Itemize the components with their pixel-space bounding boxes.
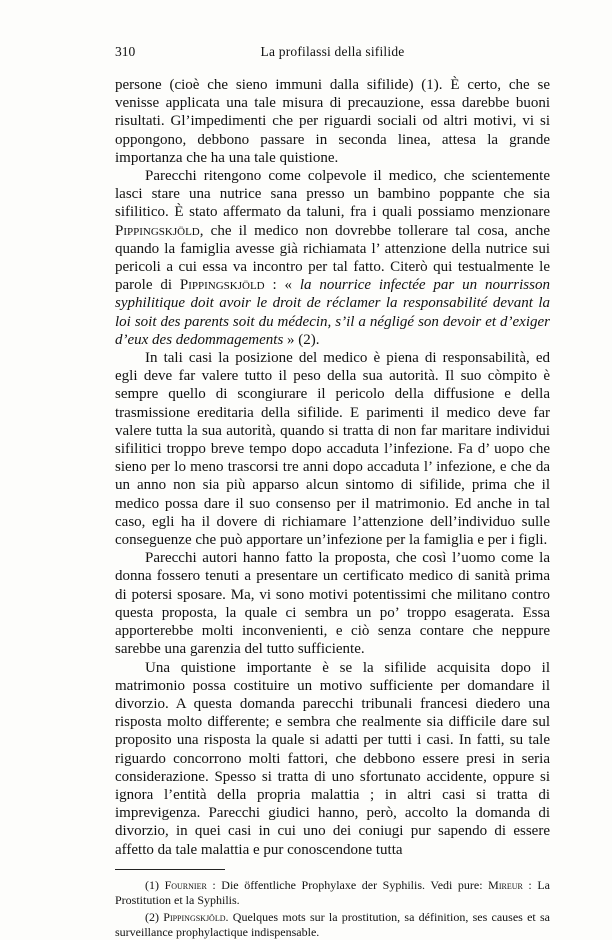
author-name: Pippingskjöld: [179, 277, 265, 294]
page-number: 310: [115, 44, 136, 59]
footnote: [115, 910, 550, 940]
text-run: : Die öffentliche Prophylaxe der Syphilis. Vedi pure:: [206, 877, 489, 892]
footnotes: [115, 878, 550, 940]
page-header: [115, 44, 550, 70]
author-name: Fournier: [164, 877, 207, 892]
text-run: In tali casi la posizione del medico è piena di responsabilità, ed egli deve far valere tutto il peso della sua autorità. Il suo còmpito è sempre quello di scongiurare il pericolo della diffusione e della trasmissione ereditaria della sifilide. E parimenti il medico deve far valere tutta la sua autorità, quando si tratta di non far maritare individui sifilitici troppo breve tempo dopo accaduta l’infezione. Fa d’ uopo che sieno per lo meno trascorsi tre anni dopo accaduta l’ infezione, e che da un anno non sia più apparso alcun sintomo di sifilide, prima che il medico possa dare il suo consenso per il matrimonio. Ed anche in tal caso, egli ha il dovere di richiamare l’attenzione dell’individuo sulle conseguenze che può apportare un’infezione per la famiglia e per i figli.: [115, 350, 550, 549]
italic-quotation: la nourrice infectée par un nourrisson syphilitique doit avoir le droit de réclamer la responsabilité devant la loi soit des parents soit du médecin, s’il a négligé son devoir et d’exiger d’eux des dedommagements: [115, 277, 550, 348]
text-run: » (2).: [283, 331, 320, 348]
author-name: Mireur: [488, 877, 523, 892]
author-name: Pippingskjöld: [163, 909, 226, 924]
author-name: Pippingskjöld: [115, 222, 200, 239]
paragraph: [115, 76, 550, 167]
paragraph: [115, 167, 550, 349]
footnote: [115, 878, 550, 908]
footnote-separator: [115, 869, 225, 870]
paragraph: [115, 659, 550, 859]
running-title: La profilassi della sifilide: [260, 44, 405, 59]
text-run: persone (cioè che sieno immuni dalla sifilide) (1). È certo, che se venisse applicata una tale misura di precauzione, essa darebbe buoni risultati. Gl’impedimenti che per riguardi sociali od altri motivi, vi si oppongono, debbono passare in seconda linea, attesa la grande importanza che ha una tale quistione.: [115, 77, 550, 166]
paragraph: [115, 349, 550, 549]
body-text: [115, 76, 550, 859]
text-run: Parecchi autori hanno fatto la proposta, che così l’uomo come la donna fossero tenuti a presentare un certificato medico di sanità prima di potersi sposare. Ma, vi sono motivi potentissimi che militano contro questa proposta, la quale ci sembra un po’ troppo esagerata. Essa apporterebbe molti inconvenienti, e ciò senza contare che neppure sarebbe una garenzia del tutto sufficiente.: [115, 550, 550, 658]
text-run: (1): [145, 877, 165, 892]
text-run: , che il medico non dovrebbe tollerare tal cosa, anche quando la famiglia avesse già richiamata l’ attenzione della nutrice sui pericoli a cui essa va incontro per tal fatto. Citerò qui testualmente le parole di: [115, 222, 550, 294]
text-run: Una quistione importante è se la sifilide acquisita dopo il matrimonio possa costituire un motivo sufficiente per domandare il divorzio. A questa domanda parecchi tribunali francesi diedero una risposta molto differente; e sembra che realmente sia difficile dare sul proposito una risposta la quale si adatti per tutti i casi. In fatti, su tale riguardo concorrono molti fattori, che debbono essere presi in seria considerazione. Spesso si tratta di uno sfortunato accidente, oppure si ignora l’entità della propria malattia ; in altri casi si tratta di imprevigenza. Parecchi giudici hanno, però, accolto la domanda di divorzio, in quei casi in cui uno dei coniugi pur sapendo di essere affetto da tale malattia e pur conoscendone tutta: [115, 659, 550, 858]
paragraph: [115, 549, 550, 658]
text-run: : «: [264, 277, 300, 294]
text-run: . Quelques mots sur la prostitution, sa définition, ses causes et sa surveillance prophylactique indispensable.: [115, 909, 550, 939]
text-run: (2): [145, 909, 164, 924]
text-run: : La Prostitution et la Syphilis.: [115, 877, 550, 907]
text-run: Parecchi ritengono come colpevole il medico, che scientemente lasci stare una nutrice sana presso un bambino poppante che sia sifilitico. È stato affermato da taluni, fra i quali possiamo menzionare: [115, 168, 550, 221]
